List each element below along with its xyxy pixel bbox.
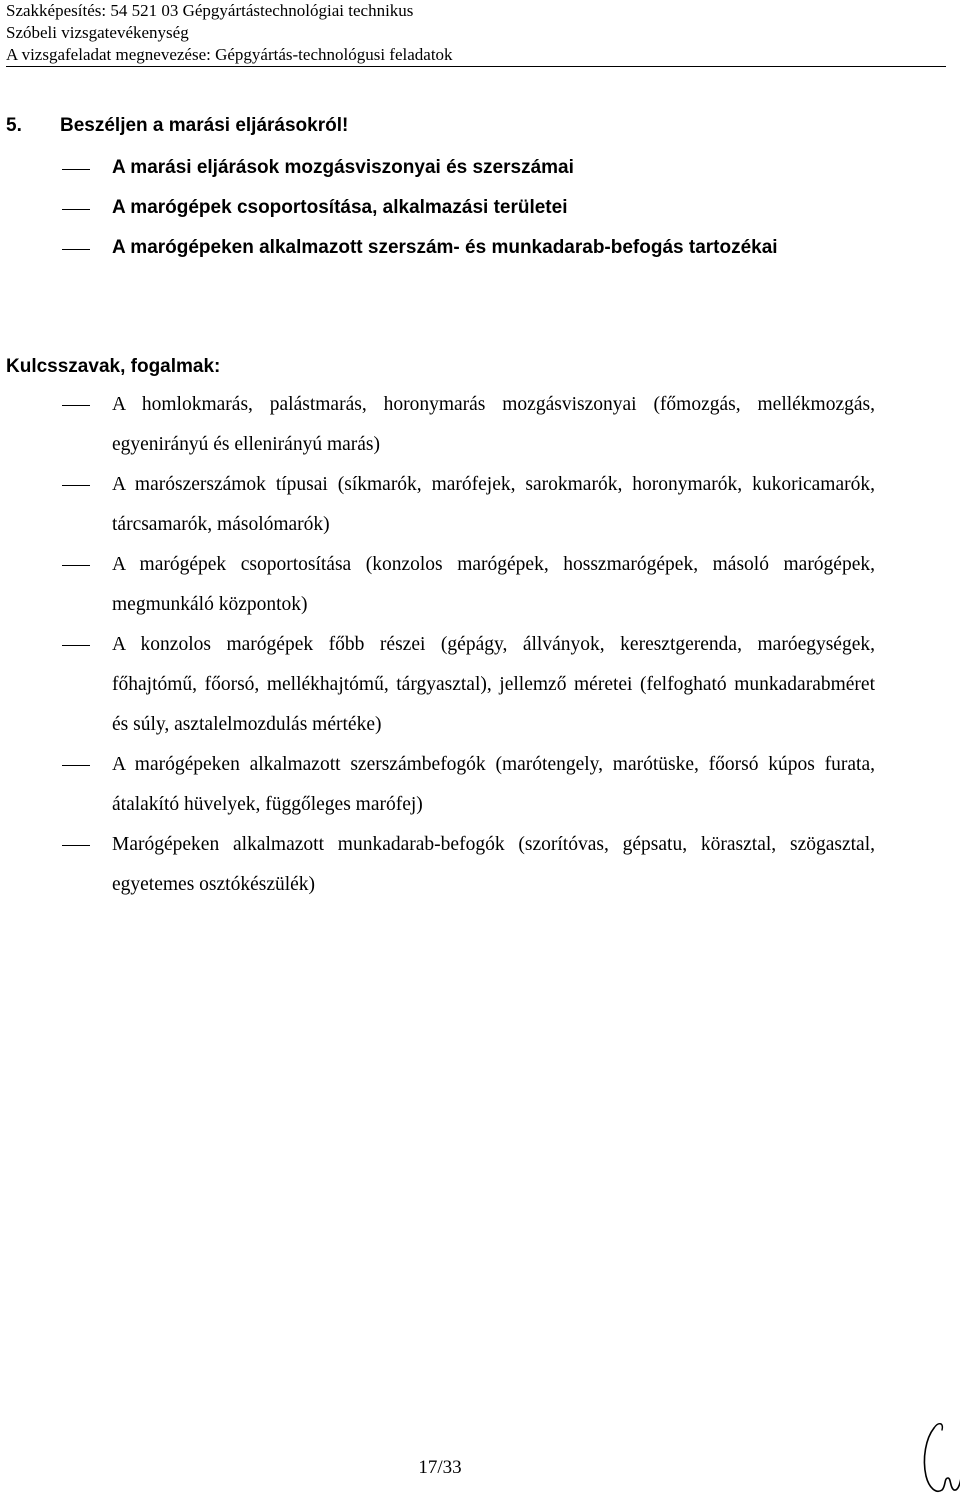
dash-bullet-icon — [62, 249, 90, 250]
dash-bullet-icon — [62, 645, 90, 646]
dash-bullet-icon — [62, 405, 90, 406]
page-number: 17/33 — [418, 1457, 462, 1478]
header-qualification: Szakképesítés: 54 521 03 Gépgyártástechnológiai technikus — [6, 1, 414, 20]
topic-text: A marógépeken alkalmazott szerszám- és munkadarab-befogás tartozékai — [112, 237, 778, 258]
keyword-text: A marószerszámok típusai (síkmarók, marófejek, sarokmarók, horonymarók, kukoricamarók, tárcsamarók, másolómarók) — [112, 474, 875, 535]
dash-bullet-icon — [62, 485, 90, 486]
keyword-text: A marógépek csoportosítása (konzolos marógépek, hosszmarógépek, másoló marógépek, megmunkáló központok) — [112, 554, 875, 615]
keywords-heading: Kulcsszavak, fogalmak: — [6, 356, 221, 377]
keyword-item — [62, 625, 875, 745]
keyword-item — [62, 385, 875, 465]
keyword-text: Marógépeken alkalmazott munkadarab-befogók (szorítóvas, gépsatu, körasztal, szögasztal, egyetemes osztókészülék) — [112, 834, 875, 895]
keyword-list — [62, 385, 875, 905]
header-exam-activity: Szóbeli vizsgatevékenység — [6, 23, 189, 42]
keyword-text: A homlokmarás, palástmarás, horonymarás mozgásviszonyai (főmozgás, mellékmozgás, egyenirányú és ellenirányú marás) — [112, 394, 875, 455]
question-number: 5. — [6, 115, 22, 136]
dash-bullet-icon — [62, 845, 90, 846]
keyword-text: A marógépeken alkalmazott szerszámbefogók (marótengely, marótüske, főorsó kúpos furata, átalakító hüvelyek, függőleges marófej) — [112, 754, 875, 815]
question-heading — [6, 112, 348, 140]
document-header — [6, 0, 946, 67]
question-title: Beszéljen a marási eljárásokról! — [60, 115, 349, 136]
keyword-item — [62, 545, 875, 625]
topic-item — [62, 154, 922, 194]
topic-text: A marógépek csoportosítása, alkalmazási területei — [112, 197, 568, 218]
dash-bullet-icon — [62, 765, 90, 766]
topic-item — [62, 194, 922, 234]
keyword-item — [62, 465, 875, 545]
topic-text: A marási eljárások mozgásviszonyai és szerszámai — [112, 157, 574, 178]
topic-list — [62, 154, 922, 274]
topic-item — [62, 234, 922, 274]
keyword-text: A konzolos marógépek főbb részei (gépágy, állványok, keresztgerenda, maróegységek, főhajtómű, főorsó, mellékhajtómű, tárgyasztal), jellemző méretei (felfogható munkadarabméret és súly, asztalelmozdulás mértéke) — [112, 634, 875, 735]
dash-bullet-icon — [62, 169, 90, 170]
dash-bullet-icon — [62, 209, 90, 210]
keyword-item — [62, 745, 875, 825]
signature-mark-icon — [918, 1418, 960, 1500]
keyword-item — [62, 825, 875, 905]
dash-bullet-icon — [62, 565, 90, 566]
header-task-name: A vizsgafeladat megnevezése: Gépgyártás-technológusi feladatok — [6, 44, 946, 67]
